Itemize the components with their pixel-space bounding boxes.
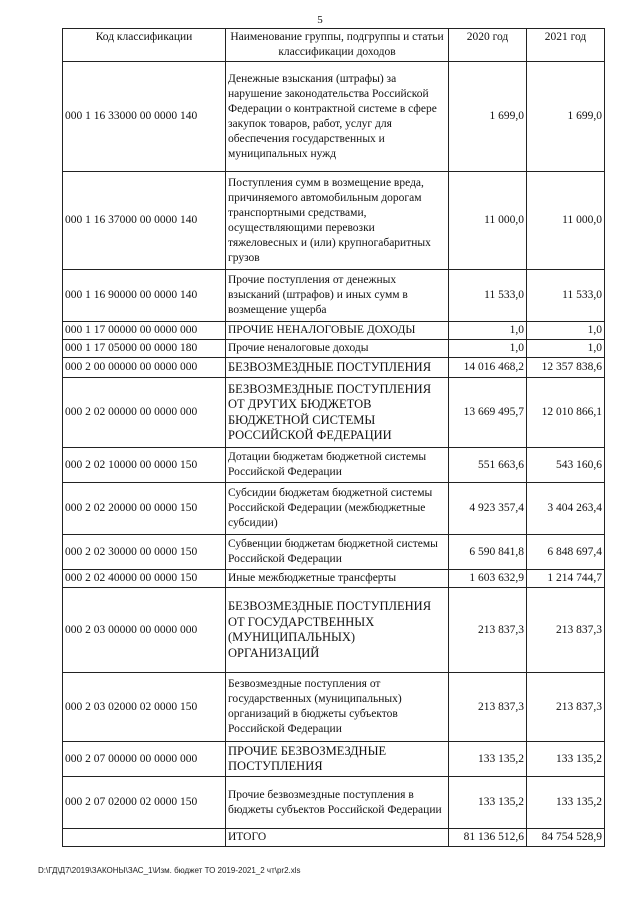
cell-code: 000 2 02 10000 00 0000 150 (63, 448, 226, 483)
table-row (63, 62, 605, 172)
cell-name: Прочие неналоговые доходы (226, 340, 449, 358)
cell-value-2020: 1 699,0 (449, 62, 527, 172)
cell-value-2021: 1 699,0 (527, 62, 605, 172)
cell-value-2021: 11 000,0 (527, 172, 605, 270)
cell-name: Дотации бюджетам бюджетной системы Российской Федерации (226, 448, 449, 483)
cell-name: ПРОЧИЕ БЕЗВОЗМЕЗДНЫЕ ПОСТУПЛЕНИЯ (226, 742, 449, 777)
cell-code: 000 2 00 00000 00 0000 000 (63, 358, 226, 378)
table-row (63, 322, 605, 340)
header-year-2020: 2020 год (449, 29, 527, 62)
cell-code: 000 1 16 90000 00 0000 140 (63, 270, 226, 322)
table-row (63, 777, 605, 829)
page-number: 5 (317, 14, 323, 26)
cell-value-2020: 133 135,2 (449, 777, 527, 829)
cell-code: 000 2 03 00000 00 0000 000 (63, 588, 226, 673)
cell-name: Субвенции бюджетам бюджетной системы Российской Федерации (226, 535, 449, 570)
table-row (63, 535, 605, 570)
table-row (63, 673, 605, 742)
table-row (63, 172, 605, 270)
cell-value-2021: 213 837,3 (527, 588, 605, 673)
cell-name: Поступления сумм в возмещение вреда, причиняемого автомобильным дорогам транспортными средствами, осуществляющими перевозки тяжеловесных и (или) крупногабаритных грузов (226, 172, 449, 270)
cell-name: Денежные взыскания (штрафы) за нарушение законодательства Российской Федерации о контрактной системе в сфере закупок товаров, работ, услуг для обеспечения государственных и муниципальных нужд (226, 62, 449, 172)
table-row (63, 340, 605, 358)
cell-value-2020: 14 016 468,2 (449, 358, 527, 378)
table-row (63, 483, 605, 535)
cell-code: 000 1 16 33000 00 0000 140 (63, 62, 226, 172)
header-year-2021: 2021 год (527, 29, 605, 62)
cell-value-2021: 133 135,2 (527, 742, 605, 777)
cell-code: 000 1 16 37000 00 0000 140 (63, 172, 226, 270)
cell-code: 000 1 17 00000 00 0000 000 (63, 322, 226, 340)
cell-name: ИТОГО (226, 829, 449, 847)
cell-value-2020: 133 135,2 (449, 742, 527, 777)
cell-value-2020: 551 663,6 (449, 448, 527, 483)
footer-file-path: D:\ГД\Д7\2019\ЗАКОНЫ\ЗАС_1\Изм. бюджет ТО 2019-2021_2 чт\pr2.xls (38, 866, 301, 875)
table-header-row (63, 29, 605, 62)
cell-name: ПРОЧИЕ НЕНАЛОГОВЫЕ ДОХОДЫ (226, 322, 449, 340)
cell-value-2021: 12 010 866,1 (527, 378, 605, 448)
revenue-table (62, 28, 605, 847)
cell-value-2020: 11 000,0 (449, 172, 527, 270)
cell-value-2020: 11 533,0 (449, 270, 527, 322)
cell-value-2020: 213 837,3 (449, 673, 527, 742)
table-row (63, 570, 605, 588)
cell-value-2020: 13 669 495,7 (449, 378, 527, 448)
cell-name: БЕЗВОЗМЕЗДНЫЕ ПОСТУПЛЕНИЯ ОТ ГОСУДАРСТВЕННЫХ (МУНИЦИПАЛЬНЫХ) ОРГАНИЗАЦИЙ (226, 588, 449, 673)
cell-name: БЕЗВОЗМЕЗДНЫЕ ПОСТУПЛЕНИЯ ОТ ДРУГИХ БЮДЖЕТОВ БЮДЖЕТНОЙ СИСТЕМЫ РОССИЙСКОЙ ФЕДЕРАЦИИ (226, 378, 449, 448)
cell-code (63, 829, 226, 847)
cell-value-2021: 3 404 263,4 (527, 483, 605, 535)
cell-name: Безвозмездные поступления от государственных (муниципальных) организаций в бюджеты субъектов Российской Федерации (226, 673, 449, 742)
cell-value-2021: 1 214 744,7 (527, 570, 605, 588)
cell-code: 000 2 03 02000 02 0000 150 (63, 673, 226, 742)
table-row (63, 588, 605, 673)
cell-name: БЕЗВОЗМЕЗДНЫЕ ПОСТУПЛЕНИЯ (226, 358, 449, 378)
cell-code: 000 1 17 05000 00 0000 180 (63, 340, 226, 358)
cell-value-2021: 84 754 528,9 (527, 829, 605, 847)
table-row (63, 742, 605, 777)
cell-value-2020: 81 136 512,6 (449, 829, 527, 847)
header-code: Код классификации (63, 29, 226, 62)
table-body (63, 62, 605, 847)
cell-value-2021: 213 837,3 (527, 673, 605, 742)
header-name: Наименование группы, подгруппы и статьи классификации доходов (226, 29, 449, 62)
cell-value-2020: 213 837,3 (449, 588, 527, 673)
cell-code: 000 2 02 40000 00 0000 150 (63, 570, 226, 588)
cell-value-2020: 6 590 841,8 (449, 535, 527, 570)
cell-value-2021: 11 533,0 (527, 270, 605, 322)
cell-value-2020: 1,0 (449, 340, 527, 358)
cell-value-2021: 12 357 838,6 (527, 358, 605, 378)
cell-value-2020: 1,0 (449, 322, 527, 340)
cell-value-2021: 1,0 (527, 322, 605, 340)
cell-value-2021: 133 135,2 (527, 777, 605, 829)
cell-code: 000 2 02 20000 00 0000 150 (63, 483, 226, 535)
cell-value-2021: 1,0 (527, 340, 605, 358)
cell-value-2020: 1 603 632,9 (449, 570, 527, 588)
table-row (63, 829, 605, 847)
table-row (63, 448, 605, 483)
cell-name: Субсидии бюджетам бюджетной системы Российской Федерации (межбюджетные субсидии) (226, 483, 449, 535)
cell-value-2021: 6 848 697,4 (527, 535, 605, 570)
cell-name: Прочие безвозмездные поступления в бюджеты субъектов Российской Федерации (226, 777, 449, 829)
cell-name: Иные межбюджетные трансферты (226, 570, 449, 588)
cell-name: Прочие поступления от денежных взысканий (штрафов) и иных сумм в возмещение ущерба (226, 270, 449, 322)
cell-code: 000 2 02 30000 00 0000 150 (63, 535, 226, 570)
cell-code: 000 2 02 00000 00 0000 000 (63, 378, 226, 448)
cell-value-2020: 4 923 357,4 (449, 483, 527, 535)
table-row (63, 358, 605, 378)
cell-value-2021: 543 160,6 (527, 448, 605, 483)
cell-code: 000 2 07 02000 02 0000 150 (63, 777, 226, 829)
cell-code: 000 2 07 00000 00 0000 000 (63, 742, 226, 777)
table-row (63, 270, 605, 322)
table-row (63, 378, 605, 448)
